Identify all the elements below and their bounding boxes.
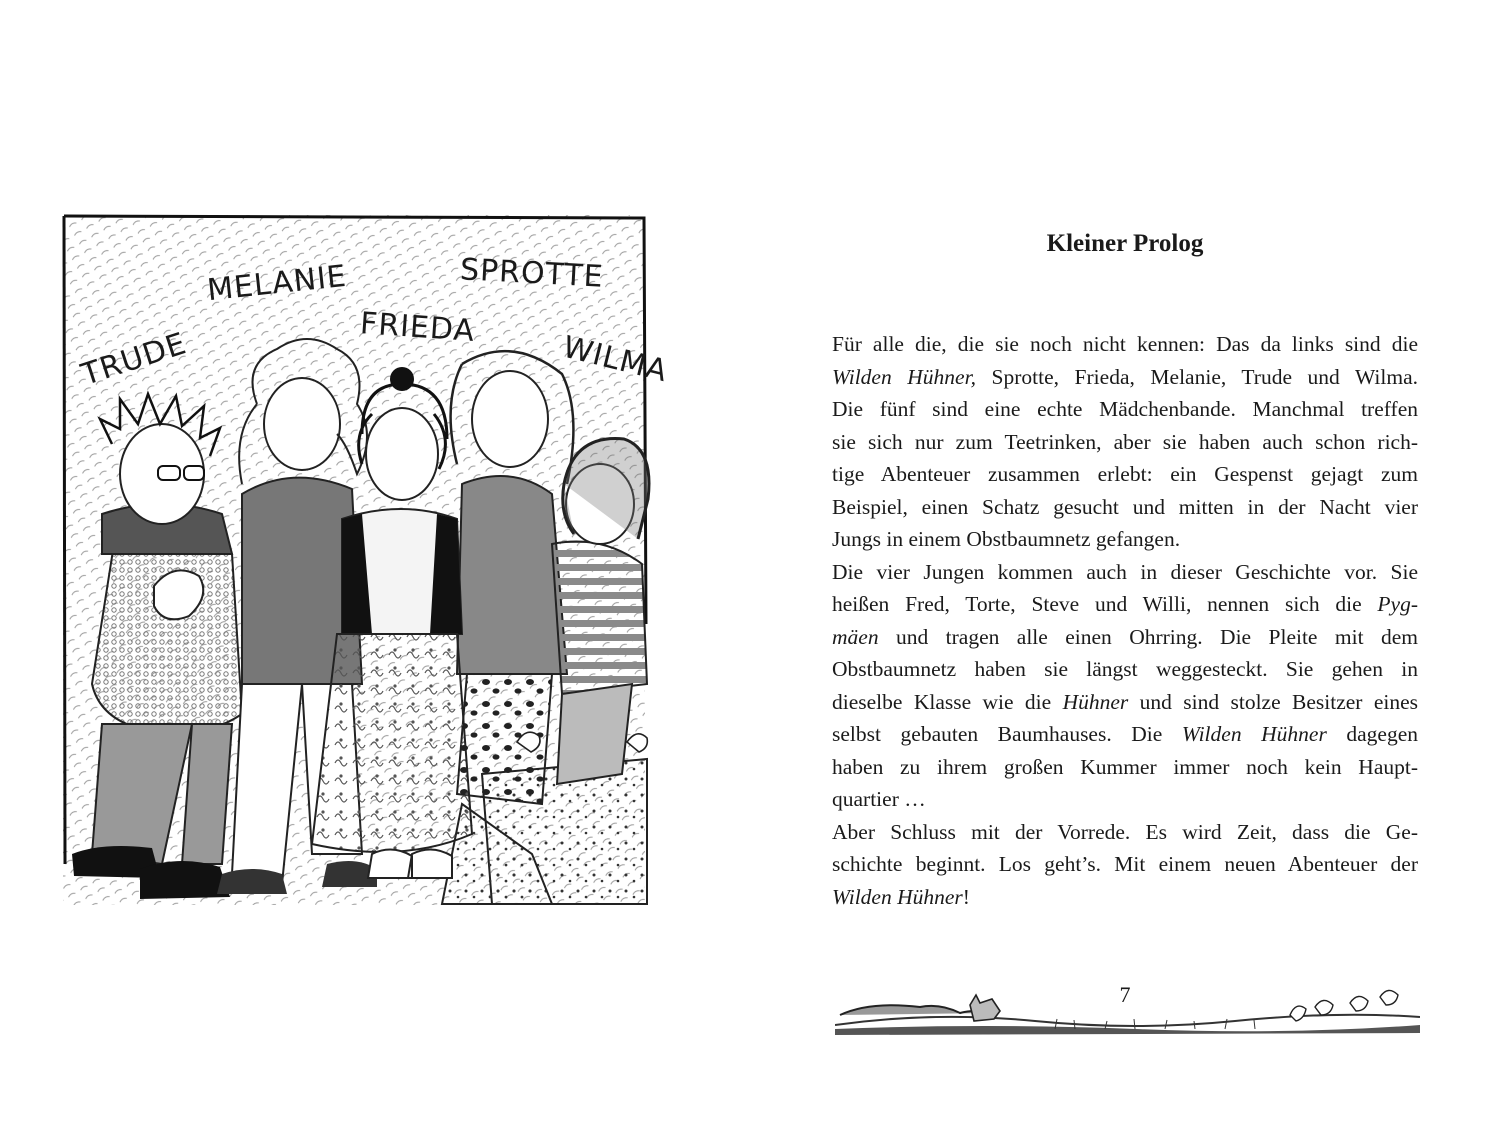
italic-segment: mäen — [832, 624, 879, 649]
label-trude: TRUDE — [77, 326, 191, 393]
italic-segment: Wilden Hühner — [832, 884, 963, 909]
italic-segment: Hühner — [1062, 689, 1129, 714]
text-segment: dagegen — [1326, 722, 1418, 746]
body-line — [832, 491, 1418, 524]
text-segment: dieselbe Klasse wie die — [832, 689, 1063, 714]
page-number: 7 — [1119, 982, 1131, 1007]
text-segment: Die fünf sind eine echte Mädchenbande. Manchmal treffen — [832, 397, 1418, 421]
body-line — [832, 556, 1418, 589]
body-line — [832, 393, 1418, 426]
body-line — [832, 718, 1418, 751]
gang-illustration — [62, 214, 672, 914]
body-line — [832, 751, 1418, 784]
label-wilma: WILMA — [559, 329, 672, 390]
body-line — [832, 686, 1418, 719]
body-line — [832, 458, 1418, 491]
text-segment: und sind stolze Besitzer eines — [1128, 689, 1418, 714]
text-segment: haben zu ihrem großen Kummer immer noch kein Haupt- — [832, 754, 1418, 779]
text-segment: Die vier Jungen kommen auch in dieser Geschichte vor. Sie — [832, 559, 1418, 584]
body-line — [832, 588, 1418, 621]
text-segment: sie sich nur zum Teetrinken, aber sie haben auch schon rich- — [832, 429, 1418, 454]
body-line — [832, 816, 1418, 849]
illustration-drawing — [62, 214, 652, 914]
body-line — [832, 523, 1418, 556]
chapter-title: Kleiner Prolog — [1046, 230, 1204, 257]
body-line — [832, 783, 1418, 816]
chapter-body — [832, 328, 1418, 913]
text-segment: tige Abenteuer zusammen erlebt: ein Gespenst gejagt zum — [832, 462, 1418, 486]
body-line — [832, 426, 1418, 459]
body-line — [832, 621, 1418, 654]
text-segment: schichte beginnt. Los geht’s. Mit einem neuen Abenteuer der — [832, 852, 1418, 876]
italic-segment: Wilden Hühner — [1181, 722, 1327, 746]
text-segment: Für alle die, die sie noch nicht kennen: Das da links sind die — [832, 332, 1418, 356]
italic-segment: Wilden Hühner, — [832, 364, 976, 389]
text-segment: Sprotte, Frieda, Melanie, Trude und Wilma. — [975, 364, 1418, 389]
italic-segment: Pyg- — [1377, 592, 1418, 616]
label-melanie: MELANIE — [205, 258, 349, 309]
text-segment: und tragen alle einen Ohrring. Die Pleite mit dem — [878, 624, 1418, 649]
text-segment: quartier … — [832, 787, 926, 811]
label-sprotte: SPROTTE — [459, 252, 605, 295]
text-segment: Jungs in einem Obstbaumnetz gefangen. — [832, 527, 1181, 551]
text-segment: heißen Fred, Torte, Steve und Willi, nennen sich die — [832, 592, 1378, 616]
text-segment: Obstbaumnetz haben sie längst weggesteckt. Sie gehen in — [832, 657, 1418, 681]
footer-vignette — [835, 985, 1420, 1040]
body-line — [832, 653, 1418, 686]
body-line — [832, 361, 1418, 394]
body-line — [832, 328, 1418, 361]
label-frieda: FRIEDA — [358, 306, 477, 349]
text-segment: Aber Schluss mit der Vorrede. Es wird Zeit, dass die Ge- — [832, 819, 1418, 844]
body-line — [832, 881, 1418, 914]
body-line — [832, 848, 1418, 881]
text-segment: ! — [962, 884, 970, 909]
text-segment: Beispiel, einen Schatz gesucht und mitten in der Nacht vier — [832, 494, 1418, 519]
text-segment: selbst gebauten Baumhauses. Die — [832, 722, 1182, 746]
